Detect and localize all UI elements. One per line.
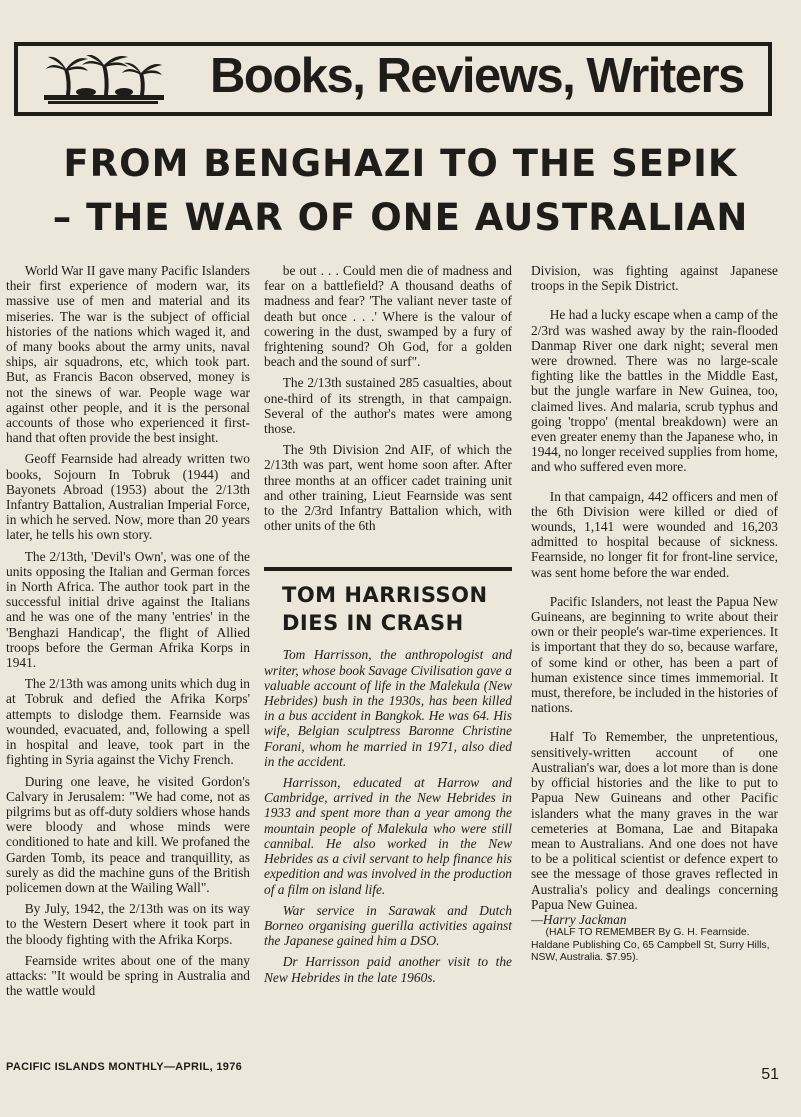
article-paragraph: He had a lucky escape when a camp of the 2/3rd was washed away by the rain-flooded Danmap River one dark night; several men were drowned. There was no large-scale fighting like the battles in the Middle East, but the jungle warfare in New Guinea, too, claimed lives. And malaria, scrub typhus and going 'troppo' (mental breakdown) were an even greater enemy than the Japanese who, in 1944, no longer received supplies from home, and who suffered even more. [531, 307, 778, 475]
article-paragraph: be out . . . Could men die of madness and fear on a battlefield? A thousand deaths of madness and fear? 'The valiant never taste of death but once . . .' Where is the valour of cowering in the dust, swamped by a fury of frightening sound? Oh God, for a golden beach and the sound of surf". [264, 263, 512, 370]
book-info: (HALF TO REMEMBER By G. H. Fearnside. Haldane Publishing Co, 65 Campbell St, Surry Hills, NSW, Australia. $7.95). [531, 927, 770, 963]
article-paragraph: The 2/13th, 'Devil's Own', was one of the units opposing the Italian and German forces in North Africa. The author took part in the successful initial drive against the Italians and he was one of the many 'entries' in the 'Benghazi Handicap', the flight of Allied troops before the German Afrika Korps in 1941. [6, 548, 250, 671]
article-paragraph: Pacific Islanders, not least the Papua New Guineans, are beginning to write about their own or their people's war-time experiences. It is important that they do so, because warfare, of some kind or other, has been a part of human existence since times immemorial. It must, therefore, be included in the histories of nations. [531, 593, 778, 716]
section-divider [264, 567, 512, 571]
article-column-3 [531, 263, 778, 978]
article-paragraph: Division, was fighting against Japanese troops in the Sepik District. [531, 263, 778, 294]
article-paragraph: The 9th Division 2nd AIF, of which the 2/13th was part, went home soon after. After three months at an officer cadet training unit and other training, Lieut Fearnside was sent to the 2/3rd Infantry Battalion which, with other units of the 6th [264, 442, 512, 534]
article-paragraph [531, 729, 778, 911]
article-paragraph: By July, 1942, the 2/13th was on its way to the Western Desert where it took part in the bloody fighting with the Afrika Korps. [6, 901, 250, 947]
article-headline-line2: – THE WAR OF ONE AUSTRALIAN [52, 196, 749, 239]
sidebar-paragraph: Harrisson, educated at Harrow and Cambridge, arrived in the New Hebrides in 1933 and spent more than a year among the mountain people of Malekula who were still cannibal. He also worked in the New Hebrides as a civil servant to help finance his expedition and was involved in the production of a film on island life. [264, 775, 512, 897]
article-paragraph: Geoff Fearnside had already written two books, Sojourn In Tobruk (1944) and Bayonets Abroad (1953) about the 2/13th Infantry Battalion, Australian Imperial Force, in which he served. Now, more than 20 years later, he tells his own story. [6, 451, 250, 543]
publication-footer: PACIFIC ISLANDS MONTHLY—APRIL, 1976 [6, 1061, 243, 1073]
sidebar-paragraph: Dr Harrisson paid another visit to the New Hebrides in the late 1960s. [264, 954, 512, 985]
sidebar-paragraph: Tom Harrisson, the anthropologist and writer, whose book Savage Civilisation gave a valuable account of life in the Malekula (New Hebrides) bush in the 1930s, has been killed in a bus accident in Bangkok. He was 64. His wife, Belgian sculptress Baronne Christine Forani, whom he married in 1971, also died in the accident. [264, 647, 512, 769]
article-column-1 [6, 263, 250, 1004]
sidebar-body [264, 647, 512, 984]
article-headline-line1: FROM BENGHAZI TO THE SEPIK [63, 142, 738, 185]
section-masthead [14, 42, 772, 116]
review-closing-paragraph: Half To Remember, the unpretentious, sensitively-written account of one Australian's war, does a lot more than is done by official histories and the like to put to Papua New Guineans and other Pacific islanders what the many graves in the war cemeteries at Bomana, Lae and Bitapaka mean to Australians. And one does not have to be a political scientist or defence expert to see the message of those graves reflected in Australia's policy and dealings concerning Papua New Guinea. [531, 729, 778, 912]
palm-trees-icon [44, 55, 164, 107]
article-column-2 [264, 263, 512, 991]
article-paragraph: During one leave, he visited Gordon's Calvary in Jerusalem: "We had come, not as pilgrims but as off-duty soldiers whose hands were bloody and whose minds were conditioned to hate and kill. We profaned the Garden Tomb, its peace and tranquillity, as surely as did the machine guns of the British policemen down at the Wailing Wall". [6, 773, 250, 895]
article-paragraph: World War II gave many Pacific Islanders their first experience of modern war, its massive use of men and material and its miseries. The war is the subject of official histories of the nations which waged it, and of many books about the army units, naval ships, air squadrons, etc, which took part. But, as Francis Bacon observed, money is not the sinews of war. People wage war against other people, and it is the personal accounts of those who experienced it first-hand that often provide the best insight. [6, 263, 250, 446]
sidebar-headline [282, 581, 512, 637]
byline [531, 912, 778, 927]
section-title: Books, Reviews, Writers [210, 49, 744, 103]
article-paragraph: The 2/13th was among units which dug in at Tobruk and defied the Afrika Korps' attempts to dislodge them. Fearnside was wounded, evacuated, and, following a spell in hospital and leave, took part in the fighting in Syria against the Vichy French. [6, 676, 250, 768]
sidebar-headline-line1: TOM HARRISSON [282, 583, 488, 608]
article-paragraph: The 2/13th sustained 285 casualties, about one-third of its strength, in that campaign. Several of the author's mates were among those. [264, 375, 512, 437]
article-paragraph: Fearnside writes about one of the many attacks: "It would be spring in Australia and the wattle would [6, 952, 250, 999]
sidebar-headline-line2: DIES IN CRASH [282, 611, 464, 636]
byline-text: —Harry Jackman [531, 911, 627, 927]
article-paragraph: In that campaign, 442 officers and men of the 6th Division were killed or died of wounds, 1,141 were wounded and 16,203 admitted to hospital because of sickness. Fearnside, no longer fit for front-line service, was sent home before the war ended. [531, 488, 778, 580]
sidebar-story [264, 581, 512, 984]
page-number: 51 [761, 1066, 779, 1083]
sidebar-paragraph: War service in Sarawak and Dutch Borneo organising guerilla activities against the Japanese gained him a DSO. [264, 902, 512, 949]
